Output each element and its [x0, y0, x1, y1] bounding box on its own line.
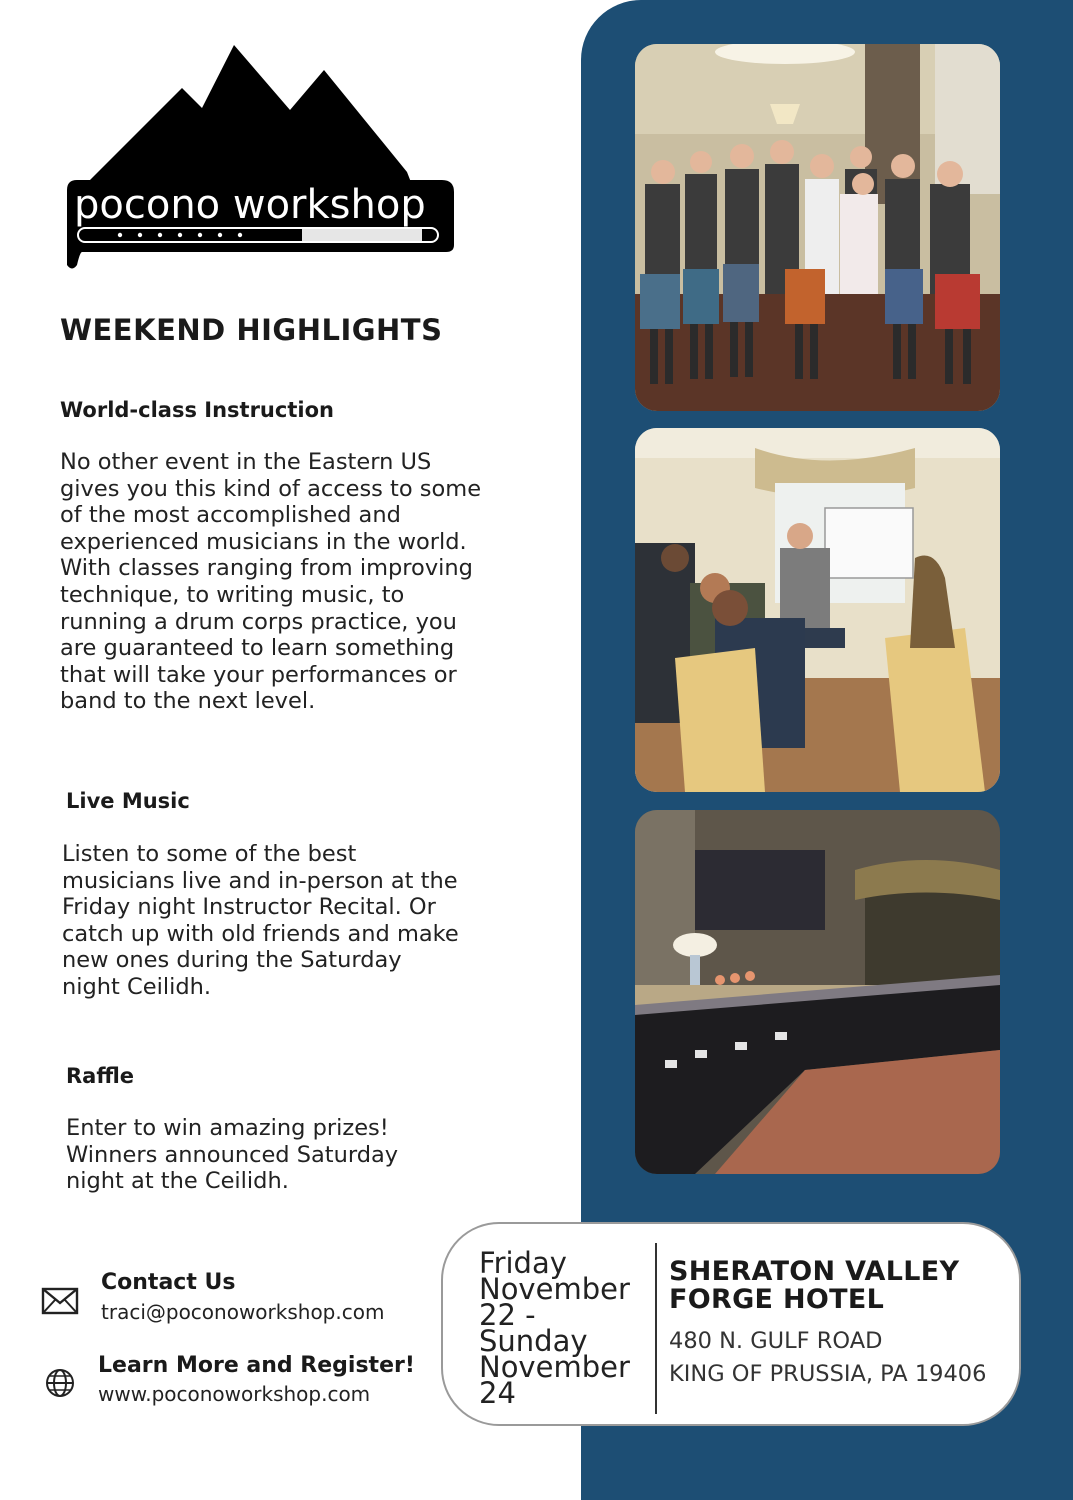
register-title: Learn More and Register! [98, 1353, 415, 1378]
instruction-title: World-class Instruction [60, 398, 334, 422]
raffle-title: Raffle [66, 1064, 135, 1088]
contact-email[interactable]: traci@poconoworkshop.com [101, 1300, 385, 1324]
venue-address-line2: KING OF PRUSSIA, PA 19406 [669, 1361, 987, 1387]
info-divider [655, 1243, 657, 1414]
class-photo [635, 428, 1000, 792]
contact-title: Contact Us [101, 1270, 236, 1295]
envelope-icon [41, 1286, 79, 1321]
logo-wordmark: pocono workshop [74, 182, 426, 228]
venue-address-line1: 480 N. GULF ROAD [669, 1328, 883, 1354]
vendor-hall-photo [635, 810, 1000, 1174]
event-dates: Friday November 22 - Sunday November 24 [479, 1246, 630, 1410]
globe-icon [45, 1368, 75, 1403]
venue-name: SHERATON VALLEY FORGE HOTEL [669, 1256, 960, 1315]
instruction-text: No other event in the Eastern US gives you this kind of access to some of the most accomplished and experienced musicians in the world. With classes ranging from improving technique, to writing music, to running a drum corps practice, you are guaranteed to learn something that will take your performances or band to the next level. [60, 449, 482, 715]
register-url[interactable]: www.poconoworkshop.com [98, 1382, 371, 1406]
live-music-title: Live Music [66, 789, 190, 813]
pocono-workshop-logo [62, 40, 457, 272]
weekend-highlights-heading: WEEKEND HIGHLIGHTS [60, 313, 443, 347]
live-music-text: Listen to some of the best musicians live and in-person at the Friday night Instructor Recital. Or catch up with old friends and make new ones during the Saturday night Ceilidh. [62, 841, 459, 1000]
raffle-text: Enter to win amazing prizes! Winners announced Saturday night at the Ceilidh. [66, 1115, 399, 1195]
group-photo [635, 44, 1000, 411]
